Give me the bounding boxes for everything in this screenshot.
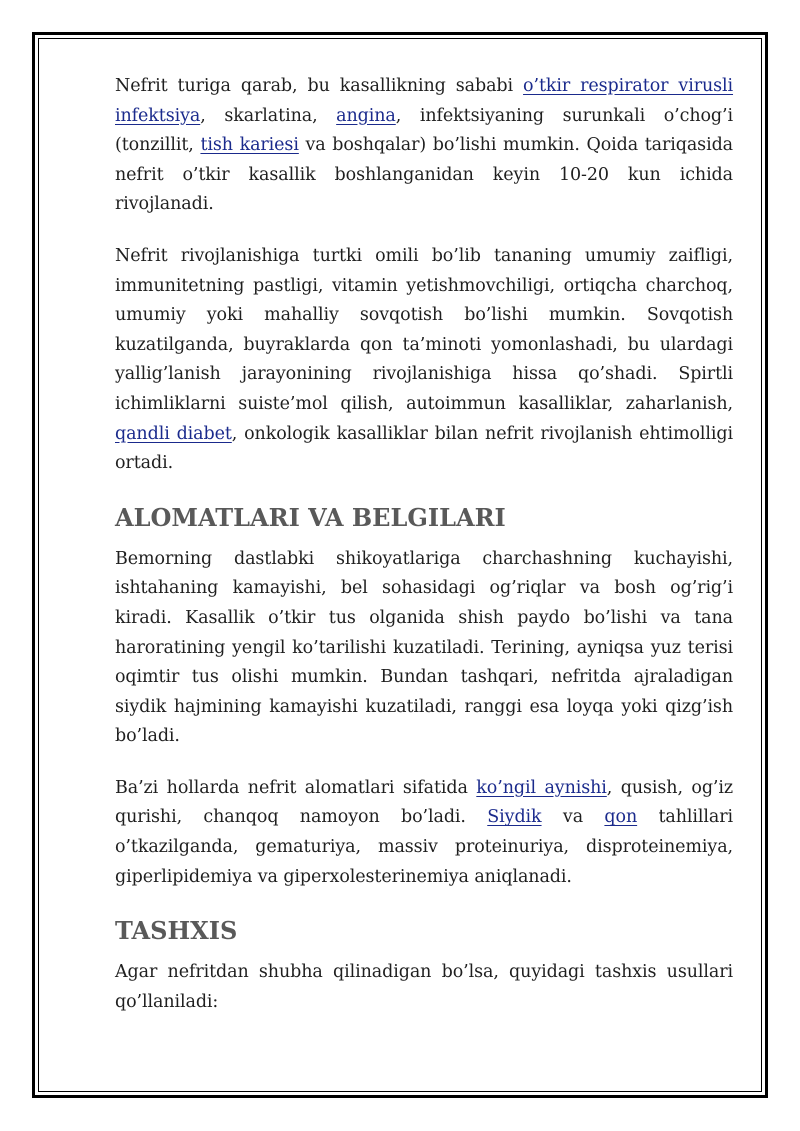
paragraph-symptoms: Bemorning dastlabki shikoyatlariga charchashning kuchayishi, ishtahaning kamayishi, bel sohasidagi og’riqlar va bosh og’rig’i kiradi. Kasallik o’tkir tus olganida shish paydo bo’lishi va tana haroratining yengil ko’tarilishi kuzatiladi. Terining, ayniqsa yuz terisi oqimtir tus olishi mumkin. Bundan tashqari, nefritda ajraladigan siydik hajmining kamayishi kuzatiladi, ranggi esa loyqa yoki qizg’ish bo’ladi.: [115, 548, 733, 747]
heading-symptoms: ALOMATLARI VA BELGILARI: [115, 502, 506, 532]
paragraph-causes: Nefrit turiga qarab, bu kasallikning sababi o’tkir respirator virusli infektsiya, skarlatina, angina, infektsiyaning surunkali o’chog’i (tonzillit, tish kariesi va boshqalar) bo’lishi mumkin. Qoida tariqasida nefrit o’tkir kasallik boshlanganidan keyin 10-20 kun ichida rivojlanadi.: [115, 76, 734, 215]
link-diabetes[interactable]: qandli diabet: [115, 423, 232, 444]
link-acute-respiratory-infection[interactable]: o’tkir respirator virusli infektsiya: [115, 76, 734, 126]
paragraph-diagnosis: Agar nefritdan shubha qilinadigan bo’lsa, quyidagi tashxis usullari qo’llaniladi:: [115, 962, 733, 1012]
document-body: [115, 72, 733, 1039]
paragraph-risk-factors: Nefrit rivojlanishiga turtki omili bo’lib tananing umumiy zaifligi, immunitetning pastligi, vitamin yetishmovchiligi, ortiqcha charchoq, umumiy yoki mahalliy sovqotish bo’lishi mumkin. Sovqotish kuzatilganda, buyraklarda qon ta’minoti yomonlashadi, bu ulardagi yallig’lanish jarayonining rivojlanishiga hissa qo’shadi. Spirtli ichimliklarni suiste’mol qilish, autoimmun kasalliklar, zaharlanish, qandli diabet, onkologik kasalliklar bilan nefrit rivojlanish ehtimolligi ortadi.: [115, 245, 733, 474]
link-angina[interactable]: angina: [336, 105, 396, 126]
link-nausea[interactable]: ko’ngil aynishi: [476, 777, 607, 798]
heading-diagnosis: TASHXIS: [115, 916, 238, 946]
link-urine[interactable]: Siydik: [487, 807, 542, 828]
link-blood[interactable]: qon: [604, 807, 638, 828]
paragraph-symptoms-extra: Ba’zi hollarda nefrit alomatlari sifatida ko’ngil aynishi, qusish, og’iz qurishi, chanqoq namoyon bo’ladi. Siydik va qon tahlillari o’tkazilganda, gematuriya, massiv proteinuriya, disproteinemiya, giperlipidemiya va giperxolesterinemiya aniqlanadi.: [115, 777, 734, 887]
link-tooth-caries[interactable]: tish kariesi: [200, 135, 299, 156]
